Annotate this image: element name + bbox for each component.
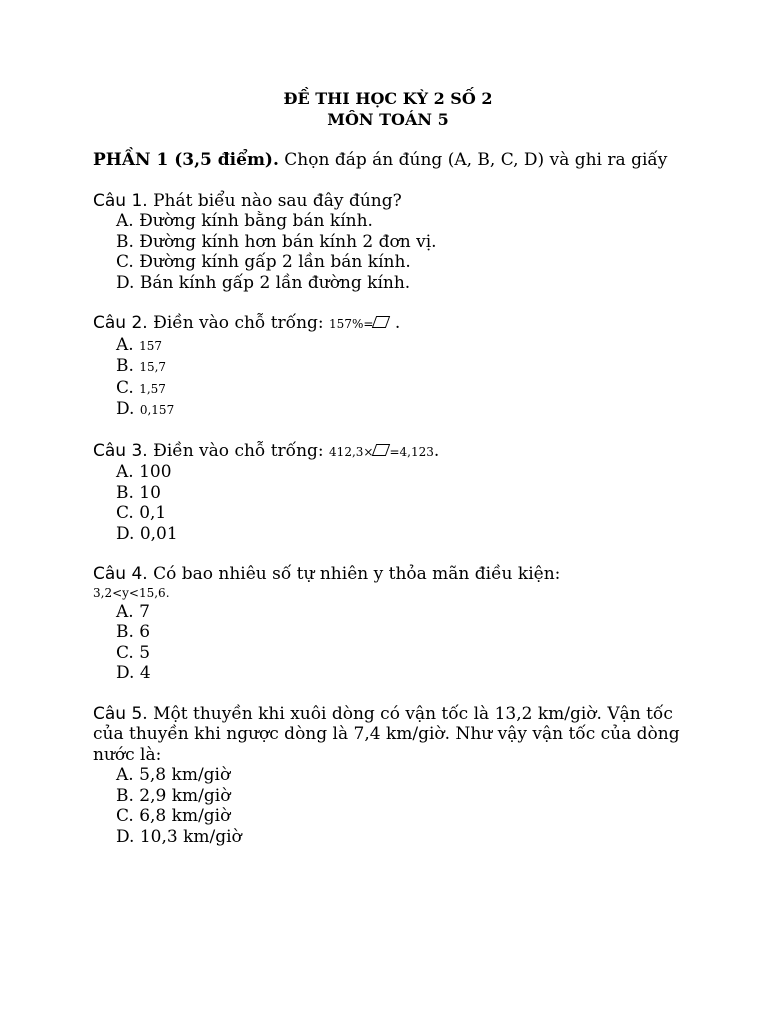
question-2-label: Câu 2. xyxy=(93,313,148,333)
question-4-label: Câu 4. xyxy=(93,564,148,584)
question-4-text: Có bao nhiêu số tự nhiên y thỏa mãn điều kiện: xyxy=(147,564,561,584)
question-1-label: Câu 1. xyxy=(93,190,148,211)
question-2-option-b: B. 15,7 xyxy=(116,356,167,376)
question-3-option-b: B. 10 xyxy=(116,482,161,503)
section-1-label: PHẦN 1 (3,5 điểm). xyxy=(93,150,279,170)
question-4-option-a: A. 7 xyxy=(116,601,150,622)
blank-box-icon xyxy=(372,444,390,456)
question-1-text: Phát biểu nào sau đây đúng? xyxy=(147,190,402,211)
question-1-option-a: A. Đường kính bằng bán kính. xyxy=(116,211,373,231)
question-2-formula-left: 157%= xyxy=(329,317,374,331)
question-3-option-c: C. 0,1 xyxy=(116,503,167,523)
question-4-formula: 3,2<y<15,6. xyxy=(93,585,170,600)
exam-page xyxy=(93,88,683,847)
question-5-option-a: A. 5,8 km/giờ xyxy=(116,765,231,785)
question-2-option-d: D. 0,157 xyxy=(116,399,175,419)
question-3-formula-left: 412,3× xyxy=(329,444,374,459)
title-line-1: ĐỀ THI HỌC KỲ 2 SỐ 2 xyxy=(283,89,493,108)
question-3-option-a: A. 100 xyxy=(116,462,172,482)
question-3-label: Câu 3. xyxy=(93,440,148,461)
question-5-option-b: B. 2,9 km/giờ xyxy=(116,785,231,806)
question-3-option-d: D. 0,01 xyxy=(116,523,178,544)
section-1-header xyxy=(93,150,683,171)
question-1-option-d: D. Bán kính gấp 2 lần đường kính. xyxy=(116,272,411,293)
question-1-option-c: C. Đường kính gấp 2 lần bán kính. xyxy=(116,252,411,272)
question-2-option-c: C. 1,57 xyxy=(116,377,166,398)
question-1-option-b: B. Đường kính hơn bán kính 2 đơn vị. xyxy=(116,231,437,252)
question-4 xyxy=(93,564,683,684)
question-5-text: . Một thuyền khi xuôi dòng có vận tốc là 13,2 km/giờ. Vận tốc của thuyền khi ngược dòng là 7,4 km/giờ. Như vậy vận tốc của dòng nước là: xyxy=(93,703,680,765)
blank-box-icon xyxy=(372,316,390,328)
question-2-formula-right: . xyxy=(389,313,401,333)
question-4-option-d: D. 4 xyxy=(116,663,151,683)
question-2-option-a: A. 157 xyxy=(116,334,162,355)
section-1-instruction: Chọn đáp án đúng (A, B, C, D) và ghi ra giấy xyxy=(278,150,668,170)
question-5-label: Câu 5 xyxy=(93,703,143,724)
question-3-text: Điền vào chỗ trống: xyxy=(147,440,330,461)
question-2-text: Điền vào chỗ trống: xyxy=(147,313,330,333)
question-5-option-d: D. 10,3 km/giờ xyxy=(116,826,242,847)
title-line-2: MÔN TOÁN 5 xyxy=(327,110,449,129)
question-3-formula-end: . xyxy=(433,440,440,461)
question-2 xyxy=(93,313,683,421)
question-4-option-c: C. 5 xyxy=(116,642,151,663)
question-3-formula-right: =4,123 xyxy=(389,444,434,459)
question-1 xyxy=(93,191,683,294)
exam-title xyxy=(93,88,683,130)
question-3 xyxy=(93,441,683,545)
question-4-option-b: B. 6 xyxy=(116,622,151,642)
question-5 xyxy=(93,704,683,848)
question-5-option-c: C. 6,8 km/giờ xyxy=(116,806,231,826)
